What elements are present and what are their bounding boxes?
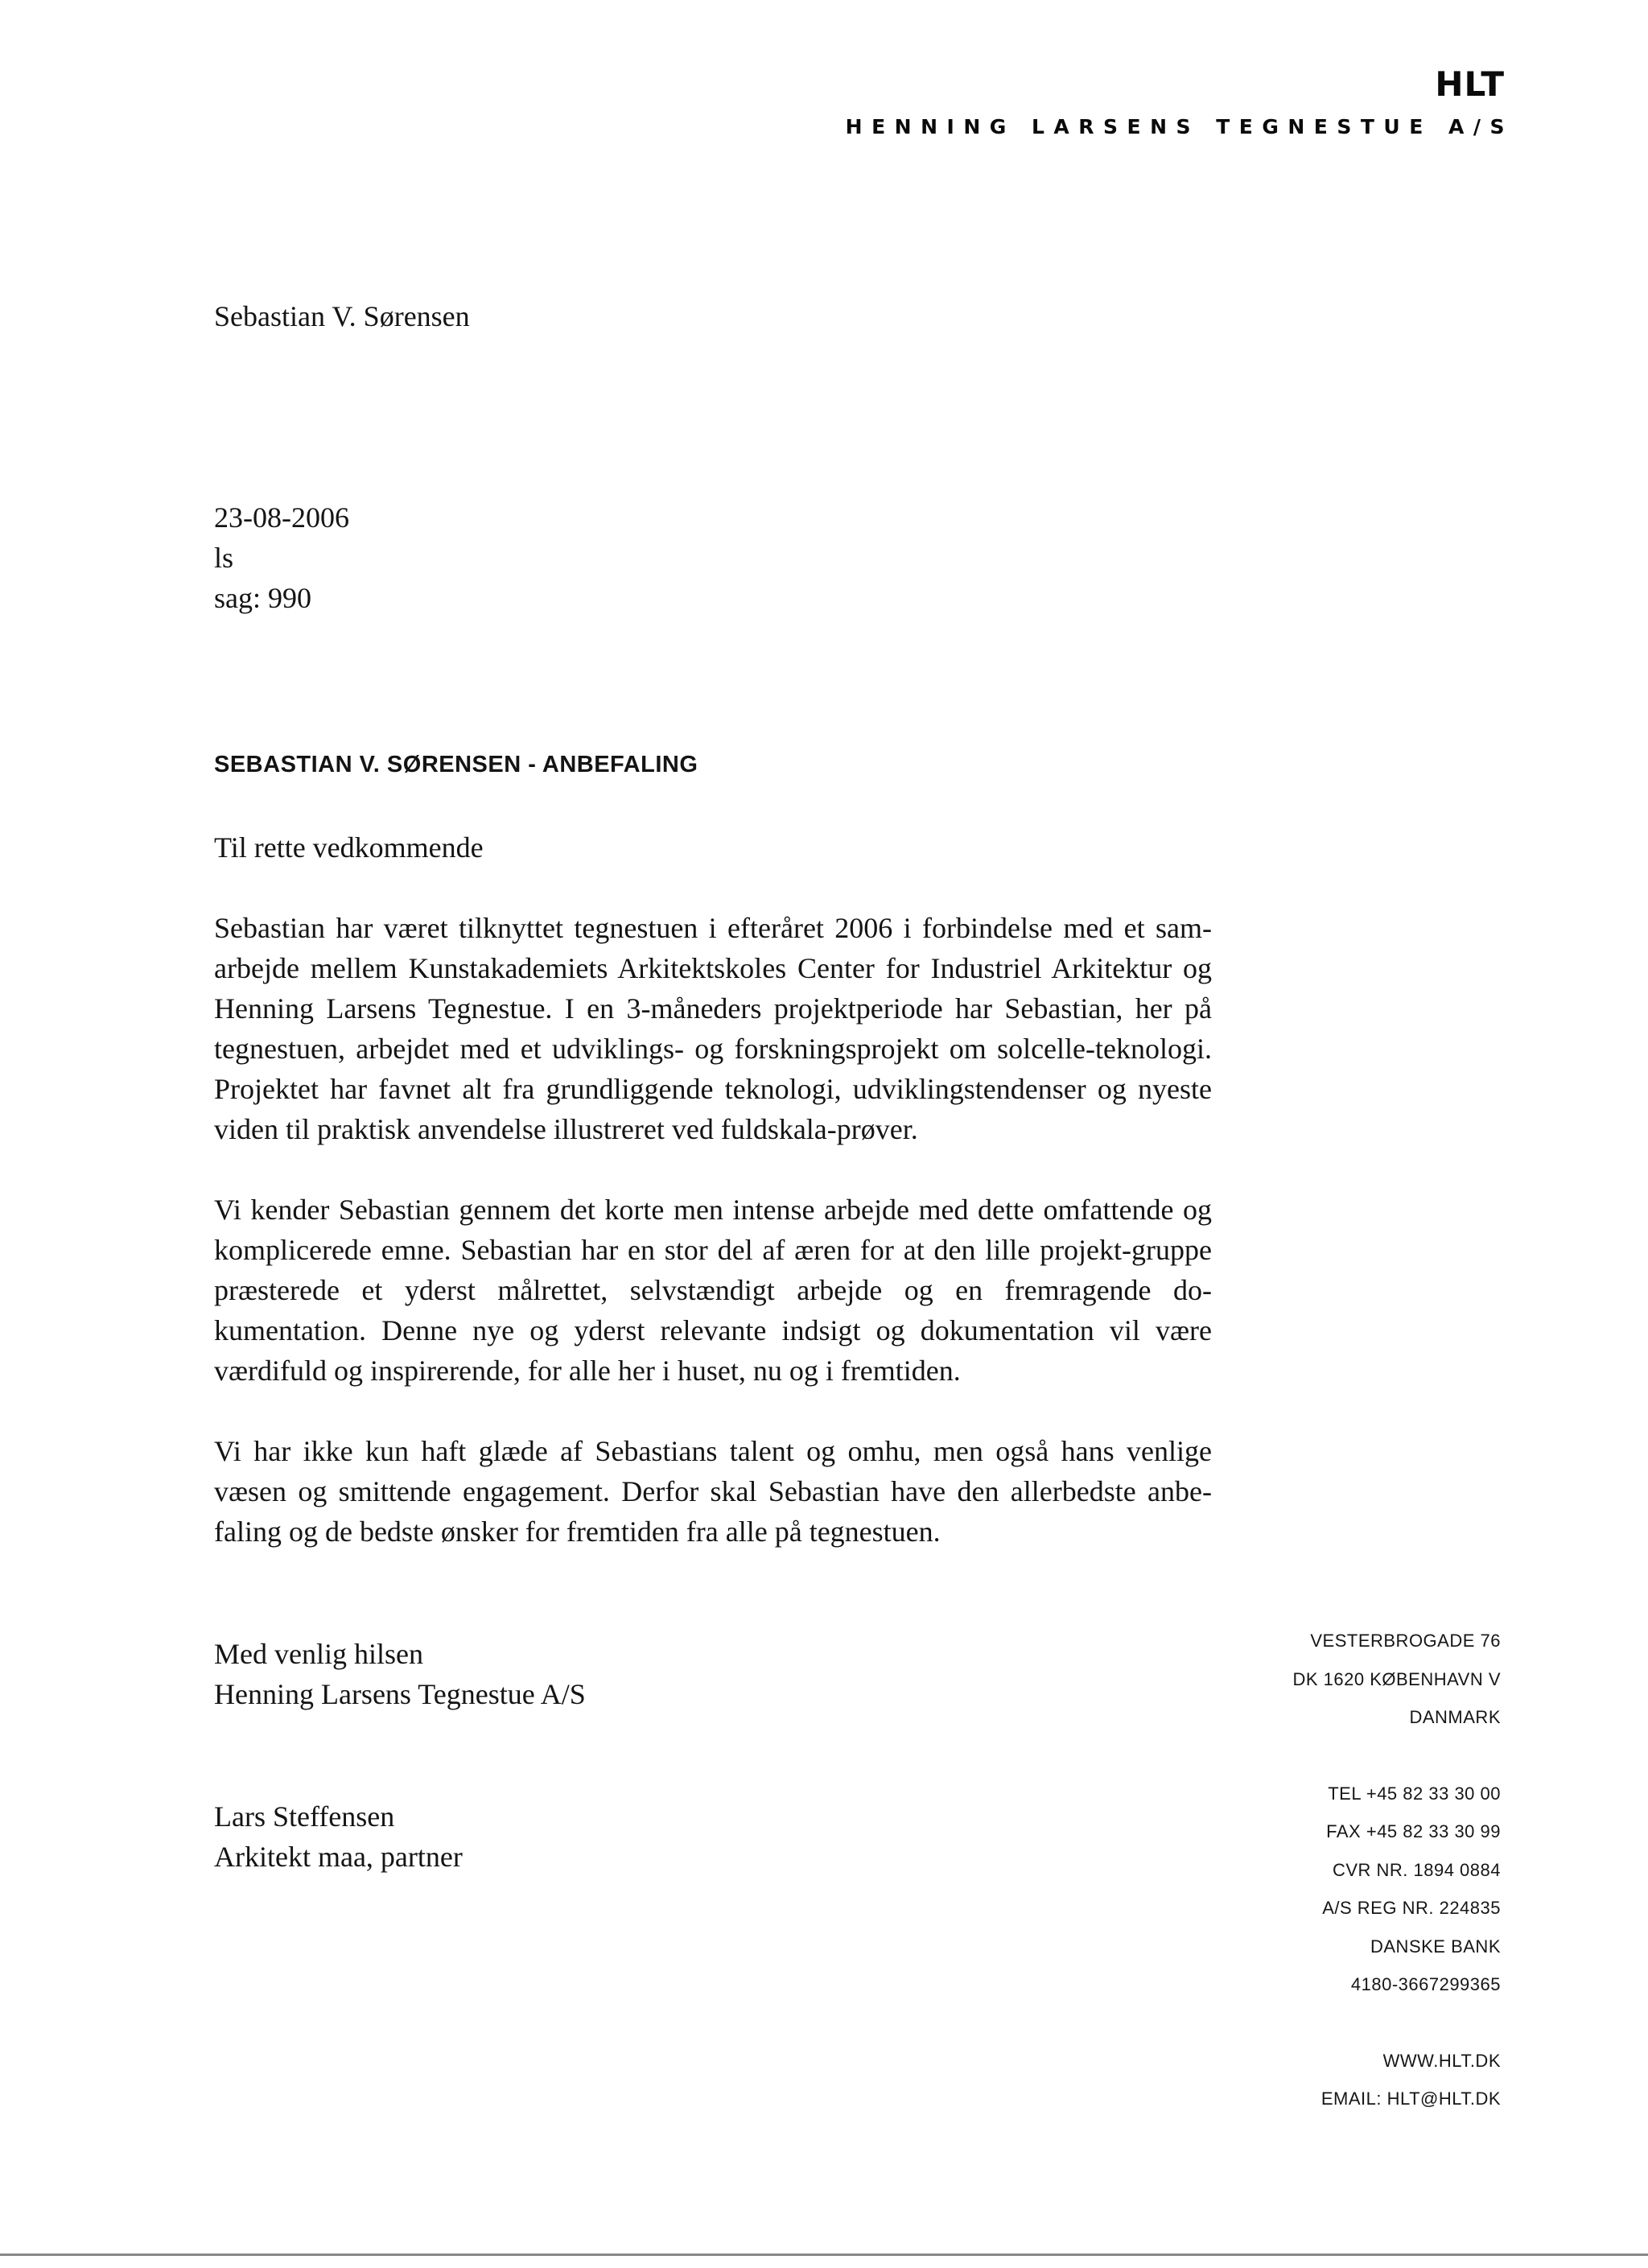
company-logo: HLT [1435,64,1505,104]
address-street: VESTERBROGADE 76 [1310,1631,1501,1651]
signature-block [214,1796,463,1877]
letter-closing [214,1634,586,1714]
letter-subject: SEBASTIAN V. SØRENSEN - ANBEFALING [214,752,698,777]
author-initials: ls [214,542,234,574]
signer-title: Arkitekt maa, partner [214,1841,463,1873]
contact-web: WWW.HLT.DK [1382,2050,1501,2071]
contact-as-reg: A/S REG NR. 224835 [1322,1898,1501,1918]
signer-name: Lars Steffensen [214,1800,395,1833]
body-paragraph-2: Vi kender Sebastian gennem det korte men intense arbejde med dette omfattende og komplicerede emne. Sebastian har en stor del af æren for at den lille projekt-gruppe præsterede et yderst målrettet, selvstændigt arbejde og en fremragende do-kumentation. Denne nye og yderst relevante indsigt og dokumentation vil være værdifuld og inspirerende, for alle her i huset, nu og i fremtiden. [214,1194,1212,1387]
contact-account: 4180-3667299365 [1350,1974,1501,1994]
closing-salutation: Med venlig hilsen [214,1638,423,1670]
letter-meta [214,497,349,618]
contact-block [1292,1622,1501,2118]
contact-email: EMAIL: HLT@HLT.DK [1320,2089,1501,2109]
letter-date: 23-08-2006 [214,501,349,534]
contact-tel: TEL +45 82 33 30 00 [1328,1783,1501,1804]
address-city: DK 1620 KØBENHAVN V [1292,1668,1501,1689]
contact-fax: FAX +45 82 33 30 99 [1326,1821,1501,1841]
closing-company: Henning Larsens Tegnestue A/S [214,1678,586,1710]
case-number: sag: 990 [214,582,311,614]
body-paragraph-3: Vi har ikke kun haft glæde af Sebastians talent og omhu, men også hans venlige væsen og smittende engagement. Derfor skal Sebastian have den allerbedste anbe-faling og de bedste ønsker for fremtiden fra alle på tegnestuen. [214,1435,1212,1548]
scan-edge-divider [0,2254,1648,2256]
contact-bank: DANSKE BANK [1370,1936,1501,1957]
body-paragraph-1: Sebastian har været tilknyttet tegnestuen i efteråret 2006 i forbindelse med et sam-arbejde mellem Kunstakademiets Arkitektskoles Center for Industriel Arkitektur og Henning Larsens Tegnestue. I en 3-måneders projektperiode har Sebastian, her på tegnestuen, arbejdet med et udviklings- og forskningsprojekt om solcelle-teknologi. Projektet har favnet alt fra grundliggende teknologi, udviklingstendenser og nyeste viden til praktisk anvendelse illustreret ved fuldskala-prøver. [214,912,1212,1145]
company-name-header: HENNING LARSENS TEGNESTUE A/S [845,115,1514,138]
letter-greeting: Til rette vedkommende [214,831,484,864]
contact-cvr: CVR NR. 1894 0884 [1332,1859,1501,1880]
letter-body [214,908,1212,1592]
address-country: DANMARK [1409,1707,1501,1727]
recipient-name: Sebastian V. Sørensen [214,300,470,332]
